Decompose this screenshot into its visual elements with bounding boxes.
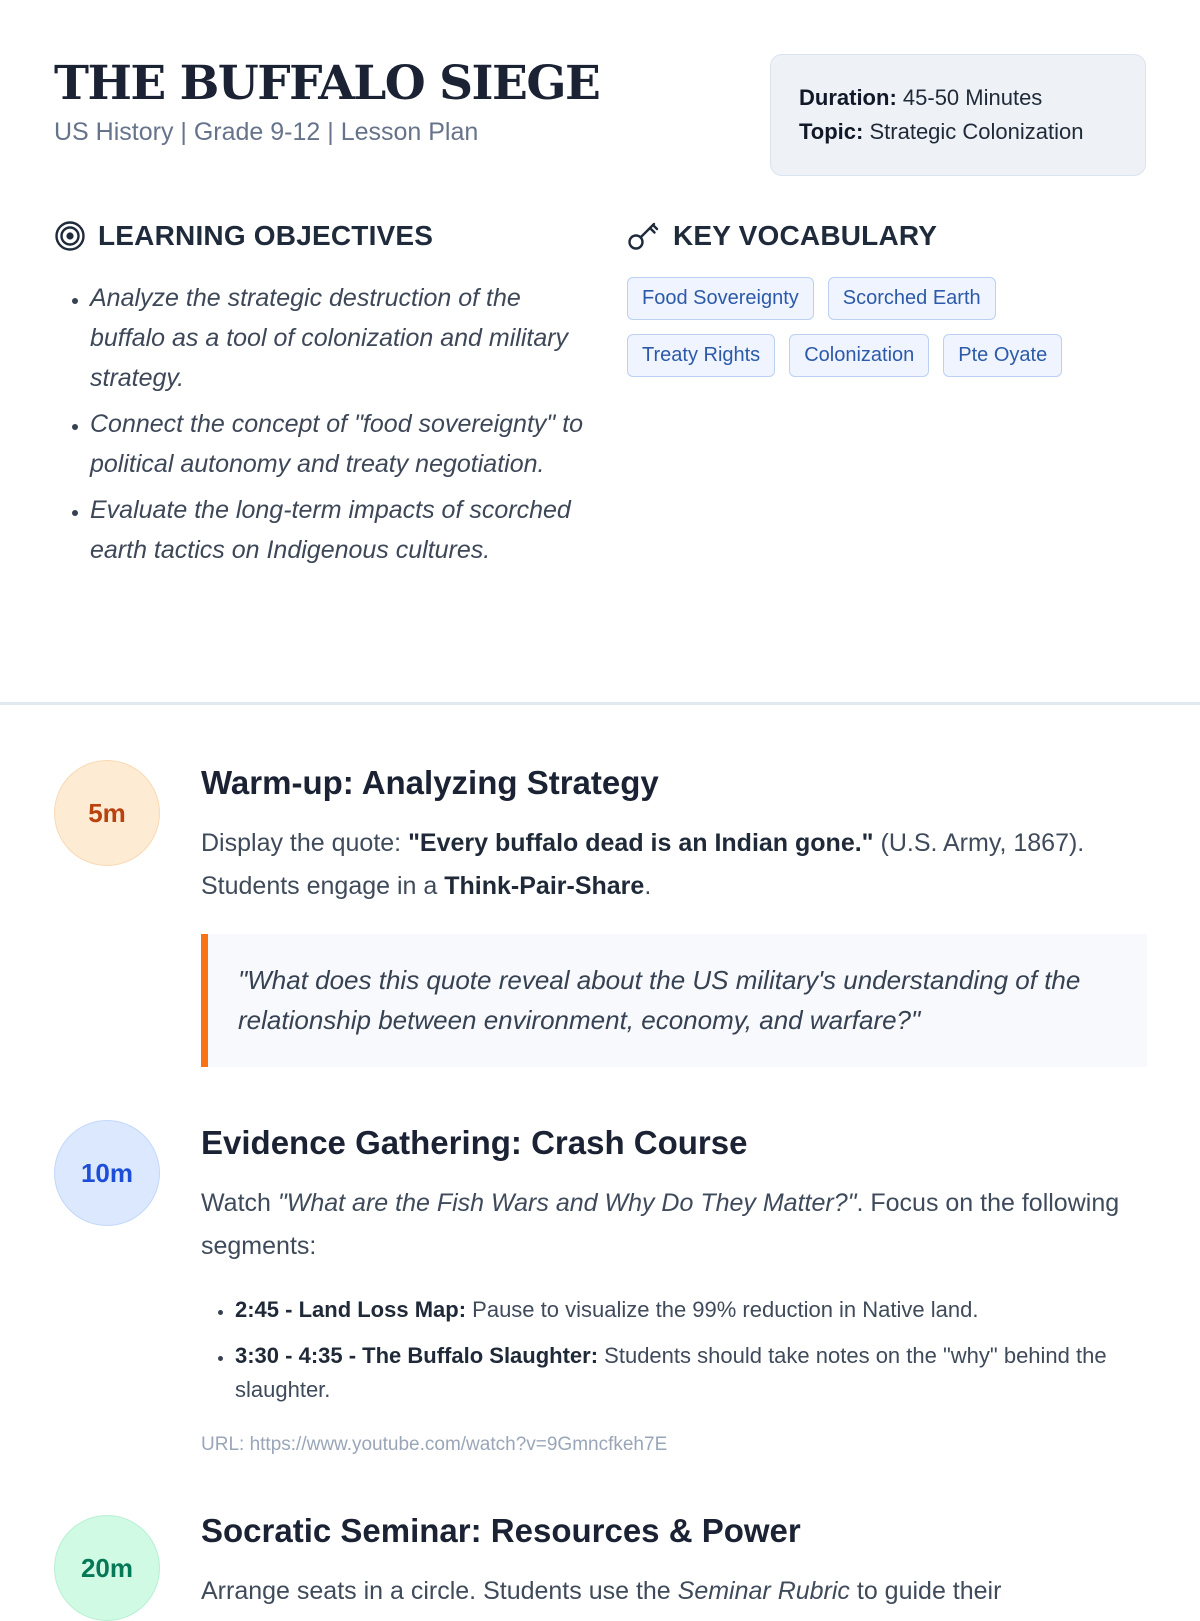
text-segment: . Focus on the following segments:: [201, 1189, 1120, 1260]
objectives-heading-label: LEARNING OBJECTIVES: [98, 220, 434, 251]
lesson-meta-box: [770, 54, 1146, 176]
duration-value: 45-50 Minutes: [902, 85, 1043, 110]
step-description: [201, 1182, 1147, 1268]
lesson-header: [54, 54, 1146, 184]
text-segment: Watch: [201, 1189, 278, 1217]
historic-quote: "Every buffalo dead is an Indian gone.": [408, 829, 874, 857]
objective-item: • Connect the concept of "food sovereignty" to political autonomy and treaty negotiation.: [90, 404, 586, 484]
video-title: "What are the Fish Wars and Why Do They Matter?": [277, 1189, 857, 1217]
discussion-prompt: "What does this quote reveal about the US military's understanding of the relationship between environment, economy, and warfare?": [201, 934, 1147, 1067]
vocab-tag: Colonization: [789, 334, 929, 377]
page-title: THE BUFFALO SIEGE: [54, 56, 600, 111]
duration-badge: 5m: [54, 760, 160, 866]
section-divider: [0, 702, 1200, 705]
step-title: Evidence Gathering: Crash Course: [201, 1124, 748, 1161]
target-icon: [54, 220, 86, 252]
vocab-tag: Pte Oyate: [943, 334, 1062, 377]
segment-item: [235, 1339, 1147, 1407]
duration-badge: 10m: [54, 1120, 160, 1226]
topic-value: Strategic Colonization: [869, 119, 1084, 144]
key-icon: [627, 220, 661, 252]
vocabulary-heading-label: KEY VOCABULARY: [673, 220, 938, 251]
text-segment: to guide their: [849, 1577, 1002, 1605]
segment-label: 3:30 - 4:35 - The Buffalo Slaughter:: [235, 1343, 599, 1368]
vocabulary-heading: [627, 220, 937, 252]
segment-text: Students should take notes on the "why" behind the slaughter.: [235, 1343, 1107, 1402]
topic-label: Topic:: [799, 119, 864, 144]
duration-label: Duration:: [799, 85, 897, 110]
segment-text: Pause to visualize the 99% reduction in Native land.: [466, 1297, 979, 1322]
step-title: Warm-up: Analyzing Strategy: [201, 764, 659, 801]
segment-label: 2:45 - Land Loss Map:: [235, 1297, 467, 1322]
step-description: [201, 822, 1147, 908]
objective-item: • Evaluate the long-term impacts of scorched earth tactics on Indigenous cultures.: [90, 490, 586, 570]
video-segments: [201, 1293, 1147, 1419]
vocabulary-tags: [627, 277, 1147, 377]
objectives-list: [56, 278, 586, 576]
activity-name: Think-Pair-Share: [444, 872, 645, 900]
text-segment: Display the quote:: [201, 829, 409, 857]
step-description: [201, 1570, 1147, 1613]
vocab-tag: Scorched Earth: [828, 277, 996, 320]
vocab-tag: Treaty Rights: [627, 334, 775, 377]
duration-row: [799, 81, 1145, 115]
rubric-name: Seminar Rubric: [677, 1577, 850, 1605]
video-url[interactable]: URL: https://www.youtube.com/watch?v=9Gmncfkeh7E: [201, 1434, 668, 1455]
text-segment: Arrange seats in a circle. Students use the: [201, 1577, 678, 1605]
text-segment: (U.S. Army, 1867). Students engage in a: [201, 829, 1085, 900]
text-segment: .: [644, 872, 652, 900]
segment-item: [235, 1293, 1147, 1327]
objective-item: • Analyze the strategic destruction of the buffalo as a tool of colonization and military strategy.: [90, 278, 586, 398]
objectives-heading: [54, 220, 433, 252]
page-subtitle: US History | Grade 9-12 | Lesson Plan: [54, 118, 479, 146]
step-title: Socratic Seminar: Resources & Power: [201, 1512, 801, 1549]
vocab-tag: Food Sovereignty: [627, 277, 814, 320]
duration-badge: 20m: [54, 1515, 160, 1621]
topic-row: [799, 115, 1145, 149]
